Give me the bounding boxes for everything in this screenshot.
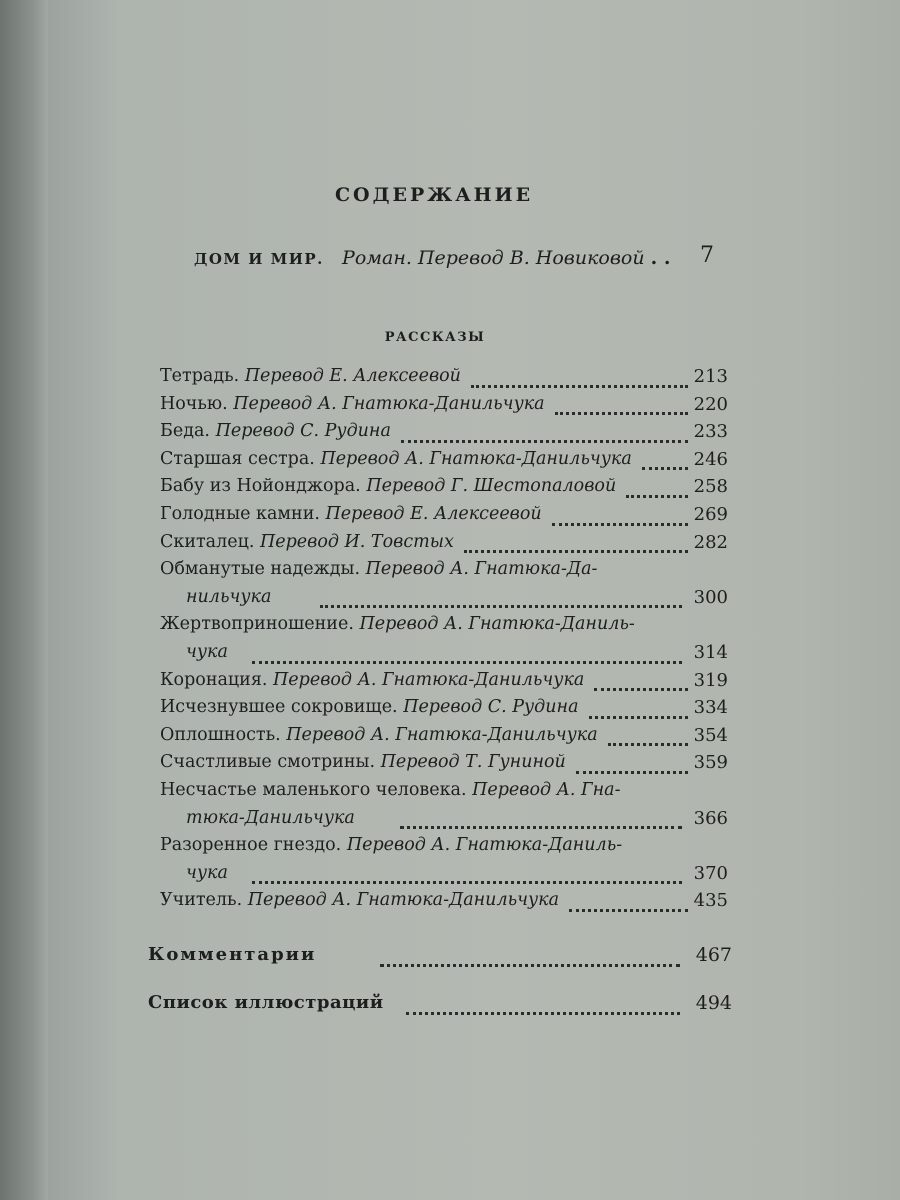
toc-entry-text	[160, 421, 391, 441]
toc-entry-text	[160, 476, 616, 496]
toc-entry	[160, 725, 728, 753]
story-page: 314	[693, 641, 728, 663]
story-translator-continuation: нильчука	[186, 586, 272, 607]
story-translator: Перевод А. Гнатюка-Данильчука	[320, 448, 632, 469]
stories-section-label: РАССКАЗЫ	[384, 330, 486, 345]
toc-entry	[160, 421, 728, 449]
leader-dots	[552, 523, 688, 526]
leader-dots	[555, 412, 688, 415]
leader-dots	[252, 661, 682, 664]
story-title: Бабу из Нойонджора.	[160, 476, 361, 497]
story-translator-continuation: чука	[186, 862, 228, 883]
story-translator-continuation: чука	[186, 641, 228, 662]
toc-entry-text	[160, 532, 454, 552]
story-translator: Перевод И. Товстых	[259, 531, 454, 552]
story-title: Учитель.	[160, 890, 243, 911]
story-page: 220	[693, 393, 728, 415]
story-page: 246	[693, 448, 728, 470]
toc-entry-text	[160, 835, 622, 855]
toc-entry-text	[160, 614, 635, 634]
story-translator: Перевод А. Гнатюка-Данильчука	[247, 890, 560, 911]
leader-dots	[589, 716, 688, 719]
toc-entry-text	[160, 449, 632, 469]
comments-page: 467	[695, 944, 732, 966]
comments-leader-dots	[380, 964, 680, 967]
toc-entry	[160, 670, 728, 698]
story-page: 282	[693, 531, 728, 553]
toc-entry-text	[160, 559, 597, 579]
toc-entry-text	[160, 366, 461, 386]
toc-entry	[160, 835, 728, 863]
toc-entry	[160, 394, 728, 422]
story-page: 269	[693, 503, 728, 525]
story-translator: Перевод А. Гнатюка-Данильчука	[273, 669, 585, 690]
leader-dots	[464, 550, 688, 553]
story-title: Оплошность.	[160, 724, 281, 745]
stories-toc-list	[160, 366, 728, 918]
story-translator: Перевод А. Гнатюка-Даниль-	[346, 835, 623, 856]
story-title: Беда.	[160, 421, 210, 442]
comments-label: Комментарии	[148, 944, 317, 965]
story-title: Тетрадь.	[160, 366, 240, 386]
story-title: Голодные камни.	[160, 503, 320, 524]
toc-entry-continuation	[160, 587, 728, 615]
story-title: Счастливые смотрины.	[160, 752, 376, 773]
leader-dots	[569, 909, 688, 912]
toc-entry-continuation	[160, 863, 728, 891]
toc-entry	[160, 780, 728, 808]
toc-entry-text	[160, 394, 545, 414]
toc-illustrations-entry	[148, 992, 732, 1022]
leader-dots	[320, 605, 682, 608]
story-page: 213	[693, 366, 728, 387]
leader-dots	[576, 771, 688, 774]
toc-entry-text	[160, 780, 621, 800]
toc-entry	[160, 504, 728, 532]
story-page: 370	[693, 862, 728, 884]
story-page: 366	[693, 807, 728, 829]
story-translator: Перевод С. Рудина	[215, 421, 391, 442]
story-translator: Перевод А. Гна-	[472, 779, 621, 800]
toc-entry	[160, 752, 728, 780]
story-page: 354	[693, 724, 728, 746]
book-spine-shadow	[0, 0, 48, 1200]
story-page: 334	[693, 697, 728, 719]
story-title: Обманутые надежды.	[160, 559, 361, 580]
story-translator: Перевод А. Гнатюка-Да-	[365, 559, 598, 580]
illustrations-page: 494	[695, 992, 732, 1014]
leader-dots	[594, 688, 688, 691]
story-page: 233	[693, 421, 728, 443]
story-page: 359	[693, 752, 728, 774]
story-translator: Перевод Г. Шестопаловой	[366, 476, 617, 497]
leader-dots	[642, 467, 688, 470]
toc-entry	[160, 890, 728, 918]
toc-entry	[160, 532, 728, 560]
main-entry-description: Роман. Перевод В. Новиковой	[342, 247, 645, 269]
leader-dots	[252, 881, 682, 884]
toc-entry-text	[160, 670, 584, 690]
story-translator: Перевод Е. Алексеевой	[325, 503, 542, 524]
toc-entry-continuation	[160, 642, 728, 670]
story-title: Несчастье маленького человека.	[160, 779, 467, 800]
story-page: 435	[693, 890, 728, 912]
story-page: 319	[693, 669, 728, 691]
leader-dots	[608, 743, 688, 746]
contents-heading: СОДЕРЖАНИЕ	[334, 184, 534, 206]
illustrations-label: Список иллюстраций	[148, 992, 384, 1013]
story-translator: Перевод А. Гнатюка-Даниль-	[359, 614, 635, 635]
toc-entry-text	[160, 504, 542, 524]
toc-comments-entry	[148, 944, 732, 974]
toc-entry	[160, 449, 728, 477]
toc-main-entry	[194, 243, 714, 277]
story-translator: Перевод С. Рудина	[403, 697, 579, 718]
toc-entry-text	[160, 697, 579, 717]
toc-entry	[160, 476, 728, 504]
main-entry-dots: . .	[650, 247, 671, 269]
story-title: Коронация.	[160, 669, 268, 690]
story-title: Исчезнувшее сокровище.	[160, 697, 398, 718]
story-translator: Перевод Т. Гуниной	[380, 752, 566, 773]
leader-dots	[626, 495, 688, 498]
story-title: Разоренное гнездо.	[160, 835, 342, 856]
toc-entry-text	[160, 725, 598, 745]
toc-entry	[160, 559, 728, 587]
toc-entry-continuation	[160, 808, 728, 836]
leader-dots	[401, 440, 688, 443]
toc-entry-text	[160, 752, 566, 772]
story-translator-continuation: тюка-Данильчука	[186, 807, 355, 828]
story-title: Скиталец.	[160, 531, 255, 552]
story-page: 258	[693, 476, 728, 498]
toc-entry	[160, 614, 728, 642]
toc-entry	[160, 697, 728, 725]
story-title: Жертвоприношение.	[160, 614, 354, 635]
leader-dots	[471, 385, 688, 388]
toc-entry	[160, 366, 728, 394]
main-entry-page: 7	[700, 243, 714, 268]
story-translator: Перевод Е. Алексеевой	[244, 366, 461, 386]
story-translator: Перевод А. Гнатюка-Данильчука	[233, 393, 545, 414]
main-entry-title: ДОМ И МИР.	[194, 250, 324, 268]
illustrations-leader-dots	[406, 1012, 680, 1015]
toc-entry-text	[160, 890, 559, 910]
story-title: Старшая сестра.	[160, 448, 315, 469]
story-translator: Перевод А. Гнатюка-Данильчука	[286, 724, 598, 745]
story-page: 300	[693, 586, 728, 608]
leader-dots	[400, 826, 682, 829]
story-title: Ночью.	[160, 393, 228, 414]
